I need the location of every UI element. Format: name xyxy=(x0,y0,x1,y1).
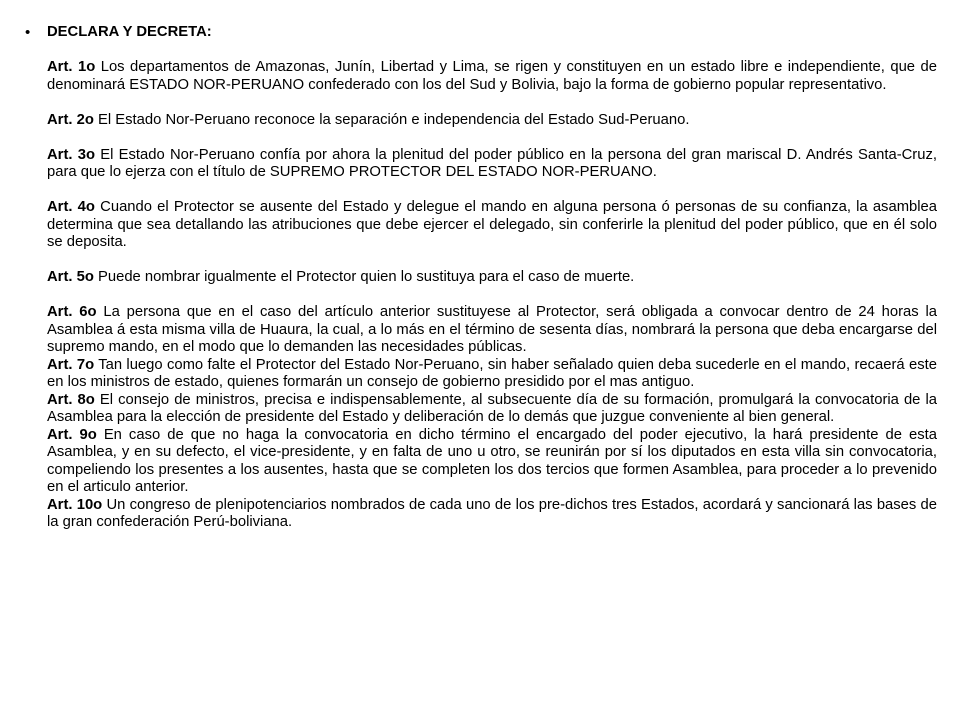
article-text: El Estado Nor-Peruano reconoce la separación e independencia del Estado Sud-Peruano. xyxy=(98,111,690,128)
decree-text-block xyxy=(25,24,937,532)
article-5 xyxy=(47,269,937,287)
article-6 xyxy=(47,304,937,357)
decree-heading: DECLARA Y DECRETA: xyxy=(47,24,212,40)
article-label: Art. 6o xyxy=(47,304,97,320)
article-label: Art. 10o xyxy=(47,496,103,513)
article-label: Art. 5o xyxy=(47,269,94,285)
article-label: Art. 4o xyxy=(47,199,95,215)
article-label: Art. 3o xyxy=(47,146,95,163)
article-label: Art. 2o xyxy=(47,111,94,128)
article-8 xyxy=(47,392,937,427)
article-3 xyxy=(47,147,937,182)
article-text: Tan luego como falte el Protector del Estado Nor-Peruano, sin haber señalado quien deba sucederle en el mando, recaerá este en los ministros de estado, quienes formarán un consejo de gobierno presidido por el mas antiguo. xyxy=(47,356,937,390)
article-text: El Estado Nor-Peruano confía por ahora la plenitud del poder público en la persona del gran mariscal D. Andrés Santa-Cruz, para que lo ejerza con el título de SUPREMO PROTECTOR DEL ESTADO NOR-PERUANO. xyxy=(47,146,937,180)
article-text: En caso de que no haga la convocatoria en dicho término el encargado del poder ejecutivo, la hará presidente de esta Asamblea, y en su defecto, el vice-presidente, y en falta de uno u otro, se reunirán por sí los diputados en esta villa sin convocatoria, compeliendo los presentes a los ausentes, hasta que se completen los dos tercios que formen Asamblea, para proceder a lo prevenido en el articulo anterior. xyxy=(47,426,937,495)
article-1 xyxy=(47,59,937,94)
article-7 xyxy=(47,357,937,392)
article-label: Art. 7o xyxy=(47,356,95,373)
article-10 xyxy=(47,497,937,532)
article-9 xyxy=(47,427,937,497)
article-2 xyxy=(47,112,937,130)
article-text: La persona que en el caso del artículo anterior sustituyese al Protector, será obligada a convocar dentro de 24 horas la Asamblea á esta misma villa de Huaura, la cual, a lo más en el término de sesenta días, nombrará la persona que deba encargarse del supremo mando, en el modo que lo demanden las necesidades públicas. xyxy=(47,304,937,355)
article-label: Art. 9o xyxy=(47,426,97,443)
article-text: Los departamentos de Amazonas, Junín, Libertad y Lima, se rigen y constituyen en un estado libre e independiente, que de denominará ESTADO NOR-PERUANO confederado con los del Sud y Bolivia, bajo la forma de gobierno popular representativo. xyxy=(47,59,937,93)
article-label: Art. 1o xyxy=(47,59,96,75)
article-text: Un congreso de plenipotenciarios nombrados de cada uno de los pre-dichos tres Estados, acordará y sancionará las bases de la gran confederación Perú-boliviana. xyxy=(47,496,937,530)
article-text: El consejo de ministros, precisa e indispensablemente, al subsecuente día de su formación, promulgará la convocatoria de la Asamblea para la elección de presidente del Estado y deliberación de lo demás que juzgue conveniente al bien general. xyxy=(47,391,937,425)
article-label: Art. 8o xyxy=(47,391,95,408)
bullet-icon: • xyxy=(25,24,31,41)
article-text: Cuando el Protector se ausente del Estado y delegue el mando en alguna persona ó personas de su confianza, la asamblea determina que sea detallando las atribuciones que debe ejercer el delegado, sin conferirle la plenitud del poder público, que en él solo se deposita. xyxy=(47,199,937,250)
article-4 xyxy=(47,199,937,252)
article-text: Puede nombrar igualmente el Protector quien lo sustituya para el caso de muerte. xyxy=(98,269,635,285)
